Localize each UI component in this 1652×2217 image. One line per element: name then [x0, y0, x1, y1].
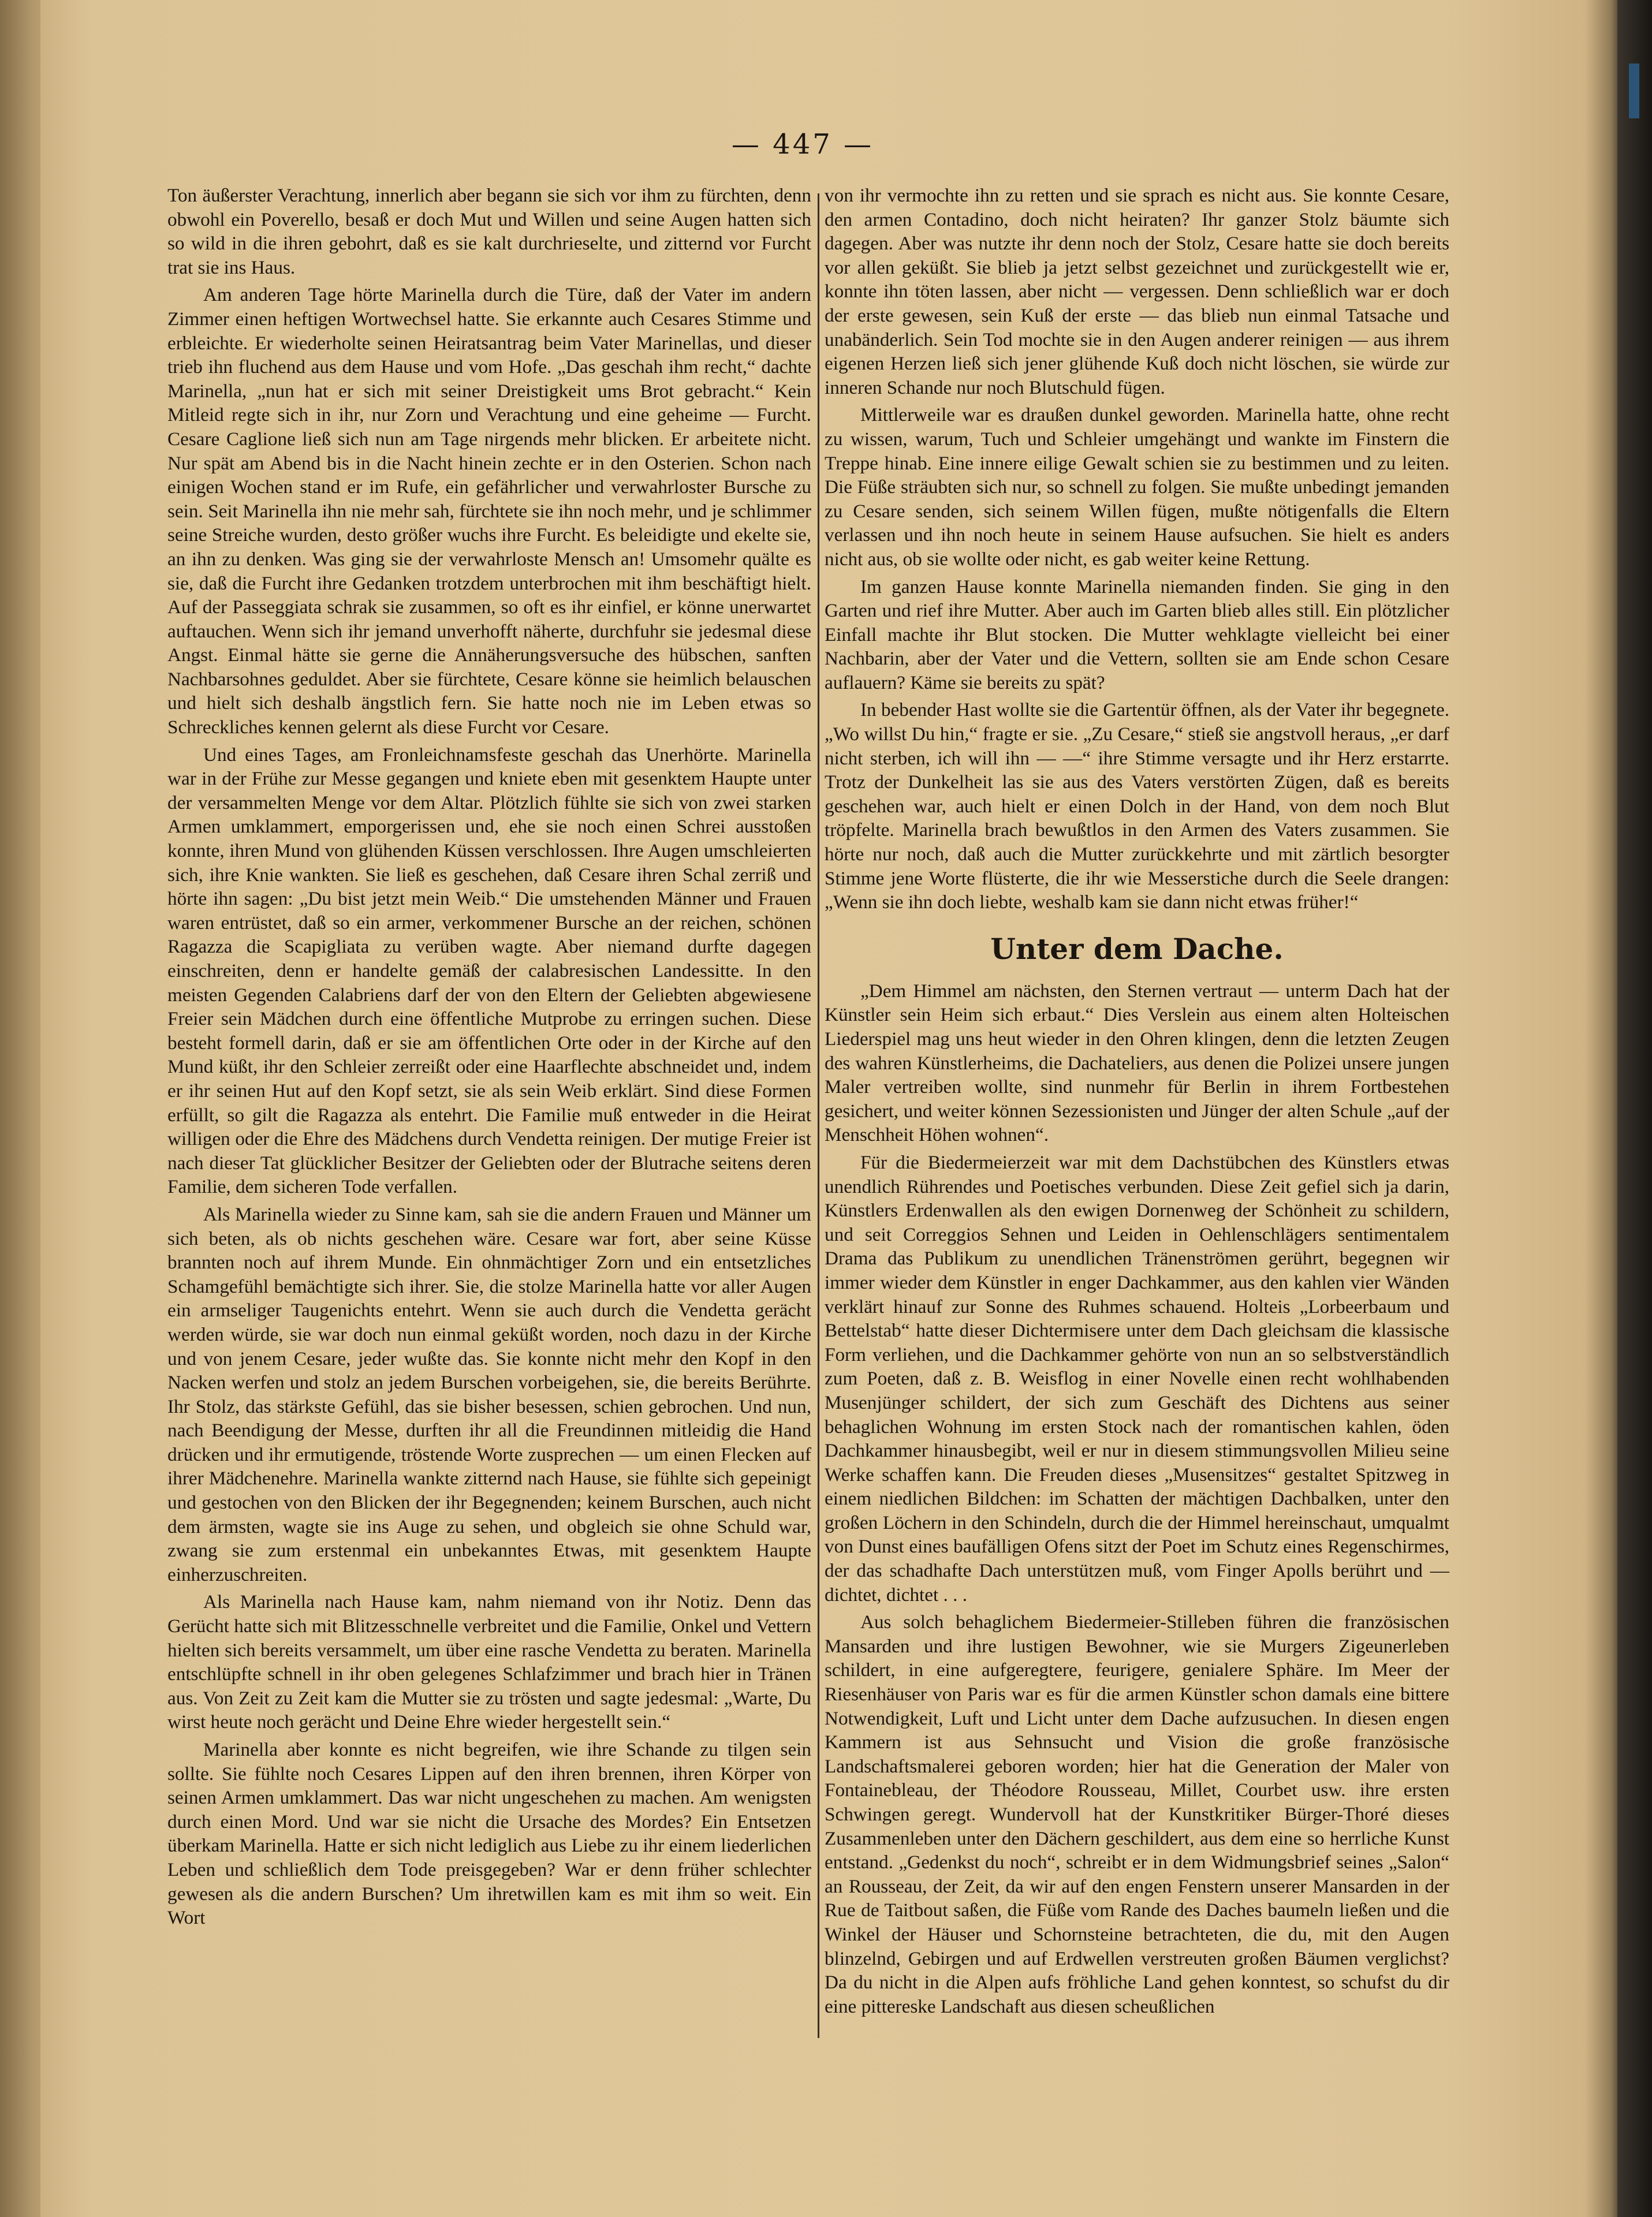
paragraph: von ihr vermochte ihn zu retten und sie sprach es nicht aus. Sie konnte Cesare, den armen Contadino, doch nicht heiraten? Ihr ganzer Stolz bäumte sich dagegen. Aber was nutzte ihr denn noch der Stolz, Cesare hatte sie doch bereits vor allen geküßt. Sie blieb ja jetzt selbst gezeichnet und zurückgestellt wie er, konnte ihn töten lassen, aber nicht — vergessen. Denn schließlich war er doch der erste gewesen, sein Kuß der erste — das blieb nun einmal Tatsache und unabänderlich. Sein Tod mochte sie in den Augen anderer reinigen — aus ihrem eigenen Herzen ließ sich jener glühende Kuß doch nicht löschen, sie würde zur inneren Schande nur noch Blutschuld fügen.	[825, 185, 1449, 398]
paragraph: Mittlerweile war es draußen dunkel geworden. Marinella hatte, ohne recht zu wissen, warum, Tuch und Schleier umgehängt und wankte im Finstern die Treppe hinab. Eine innere eilige Gewalt schien sie zu bestimmen und zu leiten. Die Füße sträubten sich nur, so schnell zu folgen. Sie mußte unbedingt jemanden zu Cesare senden, sich seinem Willen fügen, mußte nötigenfalls die Eltern verlassen und ihn noch heute in seinem Hause aufsuchen. Sie hielt es anders nicht aus, ob sie wollte oder nicht, es gab weiter keine Rettung.	[825, 404, 1449, 570]
article-title: Unter dem Dache.	[990, 931, 1284, 966]
book-edge	[1617, 0, 1652, 2217]
paragraph: Und eines Tages, am Fronleichnamsfeste geschah das Unerhörte. Marinella war in der Frühe zur Messe gegangen und kniete eben mit gesenktem Haupte unter der versammelten Menge vor dem Altar. Plötzlich fühlte sie sich von zwei starken Armen umklammert, emporgerissen und, ehe sie noch einen Schrei ausstoßen konnte, ihren Mund von glühenden Küssen verschlossen. Ihre Augen umschleierten sich, ihre Knie wankten. Sie ließ es geschehen, daß Cesare ihren Schal zerriß und hörte ihn sagen: „Du bist jetzt mein Weib.“ Die umstehenden Männer und Frauen waren entrüstet, daß so ein armer, verkommener Bursche an der reichen, schönen Ragazza die Scapigliata zu verüben wagte. Aber niemand durfte dagegen einschreiten, denn er handelte gemäß der calabresischen Landessitte. In den meisten Gegenden Calabriens darf der von den Eltern der Geliebten abgewiesene Freier sein Mädchen durch eine öffentliche Mutprobe zu erringen suchen. Diese besteht formell darin, daß er sie am öffentlichen Orte oder in der Kirche auf den Mund küßt, ihr den Schleier zerreißt oder eine Haarflechte abschneidet und, indem er ihr seinen Hut auf den Kopf setzt, sie als sein Weib erklärt. Sind diese Formen erfüllt, so gilt die Ragazza als entehrt. Die Familie muß entweder in die Heirat willigen oder die Ehre des Mädchens durch Vendetta reinigen. Der mutige Freier ist nach dieser Tat glücklicher Besitzer der Geliebten oder der Blutrache seitens deren Familie, dem sicheren Tode verfallen.	[167, 744, 811, 1198]
right-column	[825, 184, 1449, 2018]
paragraph: „Dem Himmel am nächsten, den Sternen vertraut — unterm Dach hat der Künstler sein Heim sich erbaut.“ Dies Verslein aus einem alten Holteischen Liederspiel mag uns heut wieder in den Ohren klingen, denn die letzten Zeugen des wahren Künstlerheims, die Dachateliers, aus denen die Polizei unsere jungen Maler vertreiben wollte, sind nunmehr für Berlin in ihrem Fortbestehen gesichert, und weiter können Sezessionisten und Jünger der alten Schule „auf der Menschheit Höhen wohnen“.	[825, 980, 1449, 1146]
paragraph: Als Marinella wieder zu Sinne kam, sah sie die andern Frauen und Männer um sich beten, als ob nichts geschehen wäre. Cesare war fort, aber seine Küsse brannten noch auf ihrem Munde. Ein ohnmächtiger Zorn und ein entsetzliches Schamgefühl bemächtigte sich ihrer. Sie, die stolze Marinella hatte vor aller Augen ein armseliger Taugenichts entehrt. Wenn sie auch durch die Vendetta gerächt werden würde, sie war doch nun einmal geküßt worden, noch dazu in der Kirche und von jenem Cesare, jeder wußte das. Sie konnte nicht mehr den Kopf in den Nacken werfen und stolz an jedem Burschen vorbeigehen, sie, die bereits Berührte. Ihr Stolz, das stärkste Gefühl, das sie bisher besessen, schien gebrochen. Und nun, nach Beendigung der Messe, durften ihr all die Freundinnen mitleidig die Hand drücken und ihr ermutigende, tröstende Worte zusprechen — um einen Flecken auf ihrer Mädchenehre. Marinella wankte zitternd nach Hause, sie fühlte sich gepeinigt und gestochen von den Blicken der ihr Begegnenden; keinem Burschen, auch nicht dem ärmsten, wagte sie ins Auge zu sehen, und obgleich sie ohne Schuld war, zwang sie zum erstenmal ein unbekanntes Etwas, mit gesenktem Haupte einherzuschreiten.	[167, 1203, 811, 1585]
left-column	[167, 184, 811, 1930]
paragraph: Ton äußerster Verachtung, innerlich aber begann sie sich vor ihm zu fürchten, denn obwohl ein Poverello, besaß er doch Mut und Willen und seine Augen hatten sich so wild in die ihren gebohrt, daß es sie kalt durchrieselte, und zitternd vor Furcht trat sie ins Haus.	[167, 185, 811, 278]
paragraph: Am anderen Tage hörte Marinella durch die Türe, daß der Vater im andern Zimmer einen heftigen Wortwechsel hatte. Sie erkannte auch Cesares Stimme und erbleichte. Er wiederholte seinen Heiratsantrag beim Vater Marinellas, und dieser trieb ihn fluchend aus dem Hause und vom Hofe. „Das geschah ihm recht,“ dachte Marinella, „nun hat er sich mit seiner Dreistigkeit ums Brot gebracht.“ Kein Mitleid regte sich in ihr, nur Zorn und Verachtung und eine geheime — Furcht. Cesare Caglione ließ sich nun am Tage nirgends mehr blicken. Er arbeitete nicht. Nur spät am Abend bis in die Nacht hinein zechte er in den Osterien. Schon nach einigen Wochen stand er im Rufe, ein gefährlicher und verwahrloster Bursche zu sein. Seit Marinella ihn nie mehr sah, fürchtete sie ihn noch mehr, und je schlimmer seine Streiche wurden, desto größer wuchs ihre Furcht. Es beleidigte und ekelte sie, an ihn zu denken. Was ging sie der verwahrloste Mensch an! Umsomehr quälte es sie, daß die Furcht ihre Gedanken trotzdem unterbrochen mit ihm beschäftigt hielt. Auf der Passeggiata schrak sie zusammen, so oft es ihr einfiel, er könne unerwartet auftauchen. Wenn sich ihr jemand unverhofft näherte, durchfuhr sie jedesmal diese Angst. Einmal hätte sie gerne die Annäherungsversuche des hübschen, sanften Nachbarsohnes geduldet. Aber sie fürchtete, Cesare könne sie heimlich belauschen und hielt sich deshalb ängstlich fern. Sie hatte noch nie im Leben etwas so Schreckliches kennen gelernt als diese Furcht vor Cesare.	[167, 284, 811, 738]
paragraph: Für die Biedermeierzeit war mit dem Dachstübchen des Künstlers etwas unendlich Rührendes und Poetisches verbunden. Diese Zeit gefiel sich ja darin, Künstlers Erdenwallen als den ewigen Dornenweg der Schönheit zu schildern, und seit Correggios Sehnen und Leiden in Oehlenschlägers sentimentalem Drama das Publikum zu unendlichen Tränenströmen gerührt, begegnen wir immer wieder dem Künstler in enger Dachkammer, aus den kahlen vier Wänden verklärt hinauf zur Sonne des Ruhmes schauend. Holteis „Lorbeerbaum und Bettelstab“ hatte dieser Dichtermisere unter dem Dach gleichsam die klassische Form verliehen, und die Dachkammer gehörte von nun an so selbstverständlich zum Poeten, daß z. B. Weisflog in einer Novelle einen recht wohlhabenden Musenjünger schildert, der sich zum Geschäft des Dichtens aus seiner behaglichen Wohnung im ersten Stock nach der romantischen kahlen, öden Dachkammer hinausbegibt, weil er nur in diesem stimmungsvollen Milieu seine Werke schaffen kann. Die Freuden dieses „Musensitzes“ gestaltet Spitzweg in einem niedlichen Bildchen: im Schatten der mächtigen Dachbalken, unter den großen Löchern in den Schindeln, durch die der Himmel hereinschaut, umqualmt von Dunst eines baufälligen Ofens sitzt der Poet im Schutz eines Regenschirmes, der das schadhafte Dach unterstützen muß, vom Finger Apolls berührt und — dichtet, dichtet . . .	[825, 1151, 1449, 1606]
paragraph: Als Marinella nach Hause kam, nahm niemand von ihr Notiz. Denn das Gerücht hatte sich mit Blitzesschnelle verbreitet und die Familie, Onkel und Vettern hielten sich bereits versammelt, um über eine rasche Vendetta zu beraten. Marinella entschlüpfte schnell in ihr oben gelegenes Schlafzimmer und brach hier in Tränen aus. Von Zeit zu Zeit kam die Mutter sie zu trösten und sagte jedesmal: „Warte, Du wirst heute noch gerächt und Deine Ehre wieder hergestellt sein.“	[167, 1591, 811, 1733]
paragraph: In bebender Hast wollte sie die Gartentür öffnen, als der Vater ihr begegnete. „Wo willst Du hin,“ fragte er sie. „Zu Cesare,“ stieß sie angstvoll heraus, „er darf nicht sterben, ich will ihn — —“ ihre Stimme versagte und ihr Herz erstarrte. Trotz der Dunkelheit las sie aus des Vaters verstörten Zügen, daß es bereits geschehen war, auch hielt er einen Dolch in der Hand, von dem noch Blut tröpfelte. Marinella brach bewußtlos in den Armen des Vaters zusammen. Sie hörte nur noch, daß auch die Mutter zurückkehrte und mit zärtlich besorgter Stimme jene Worte flüsterte, die ihr wie Messerstiche durch die Seele drangen: „Wenn sie ihn doch liebte, weshalb kam sie dann nicht etwas früher!“	[825, 699, 1449, 913]
paragraph: Aus solch behaglichem Biedermeier-Stilleben führen die französischen Mansarden und ihre lustigen Bewohner, wie sie Murgers Zigeunerleben schildert, in eine aufgeregtere, feurigere, genialere Sphäre. Im Meer der Riesenhäuser von Paris war es für die armen Künstler schon damals eine bittere Notwendigkeit, Luft und Licht unter dem Dache aufzusuchen. In diesen engen Kammern ist aus Sehnsucht und Vision die große französische Landschaftsmalerei geboren worden; hier hat die Generation der Maler von Fontainebleau, der Théodore Rousseau, Millet, Courbet usw. ihre ersten Schwingen geregt. Wundervoll hat der Kunstkritiker Bürger-Thoré dieses Zusammenleben unter den Dächern geschildert, aus dem eine so herrliche Kunst entstand. „Gedenkst du noch“, schreibt er in dem Widmungsbrief seines „Salon“ an Rousseau, der Zeit, da wir auf den engen Fenstern unserer Mansarden in der Rue de Taitbout saßen, die Füße vom Rande des Daches baumeln ließen und die Winkel der Häuser und Schornsteine betrachteten, die du, mit den Augen blinzelnd, Gebirgen und auf Erdwellen verstreuten großen Bäumen verglichst? Da du nicht in die Alpen aufs fröhliche Land gehen konntest, so schufst du dir eine pittereske Landschaft aus diesen scheußlichen	[825, 1611, 1449, 2017]
page-binding-shadow	[0, 0, 40, 2217]
bookmark-tab	[1629, 64, 1639, 118]
paragraph: Im ganzen Hause konnte Marinella niemanden finden. Sie ging in den Garten und rief ihre Mutter. Aber auch im Garten blieb alles still. Ein plötzlicher Einfall machte ihr Blut stocken. Die Mutter wehklagte vielleicht bei einer Nachbarin, aber der Vater und die Vettern, sollten sie am Ende schon Cesare auflauern? Käme sie bereits zu spät?	[825, 576, 1449, 693]
page-number: — 447 —	[731, 128, 874, 161]
column-divider	[818, 193, 819, 2038]
paragraph: Marinella aber konnte es nicht begreifen, wie ihre Schande zu tilgen sein sollte. Sie fühlte noch Cesares Lippen auf den ihren brennen, ihren Körper von seinen Armen umklammert. Das war nicht ungeschehen zu machen. Am wenigsten durch einen Mord. Und war sie nicht die Ursache des Mordes? Ein Entsetzen überkam Marinella. Hatte er sich nicht lediglich aus Liebe zu ihr einem liederlichen Leben und schließlich dem Tode preisgegeben? War er denn früher schlechter gewesen als die andern Burschen? Um ihretwillen kam es mit ihm so weit. Ein Wort	[167, 1739, 811, 1929]
